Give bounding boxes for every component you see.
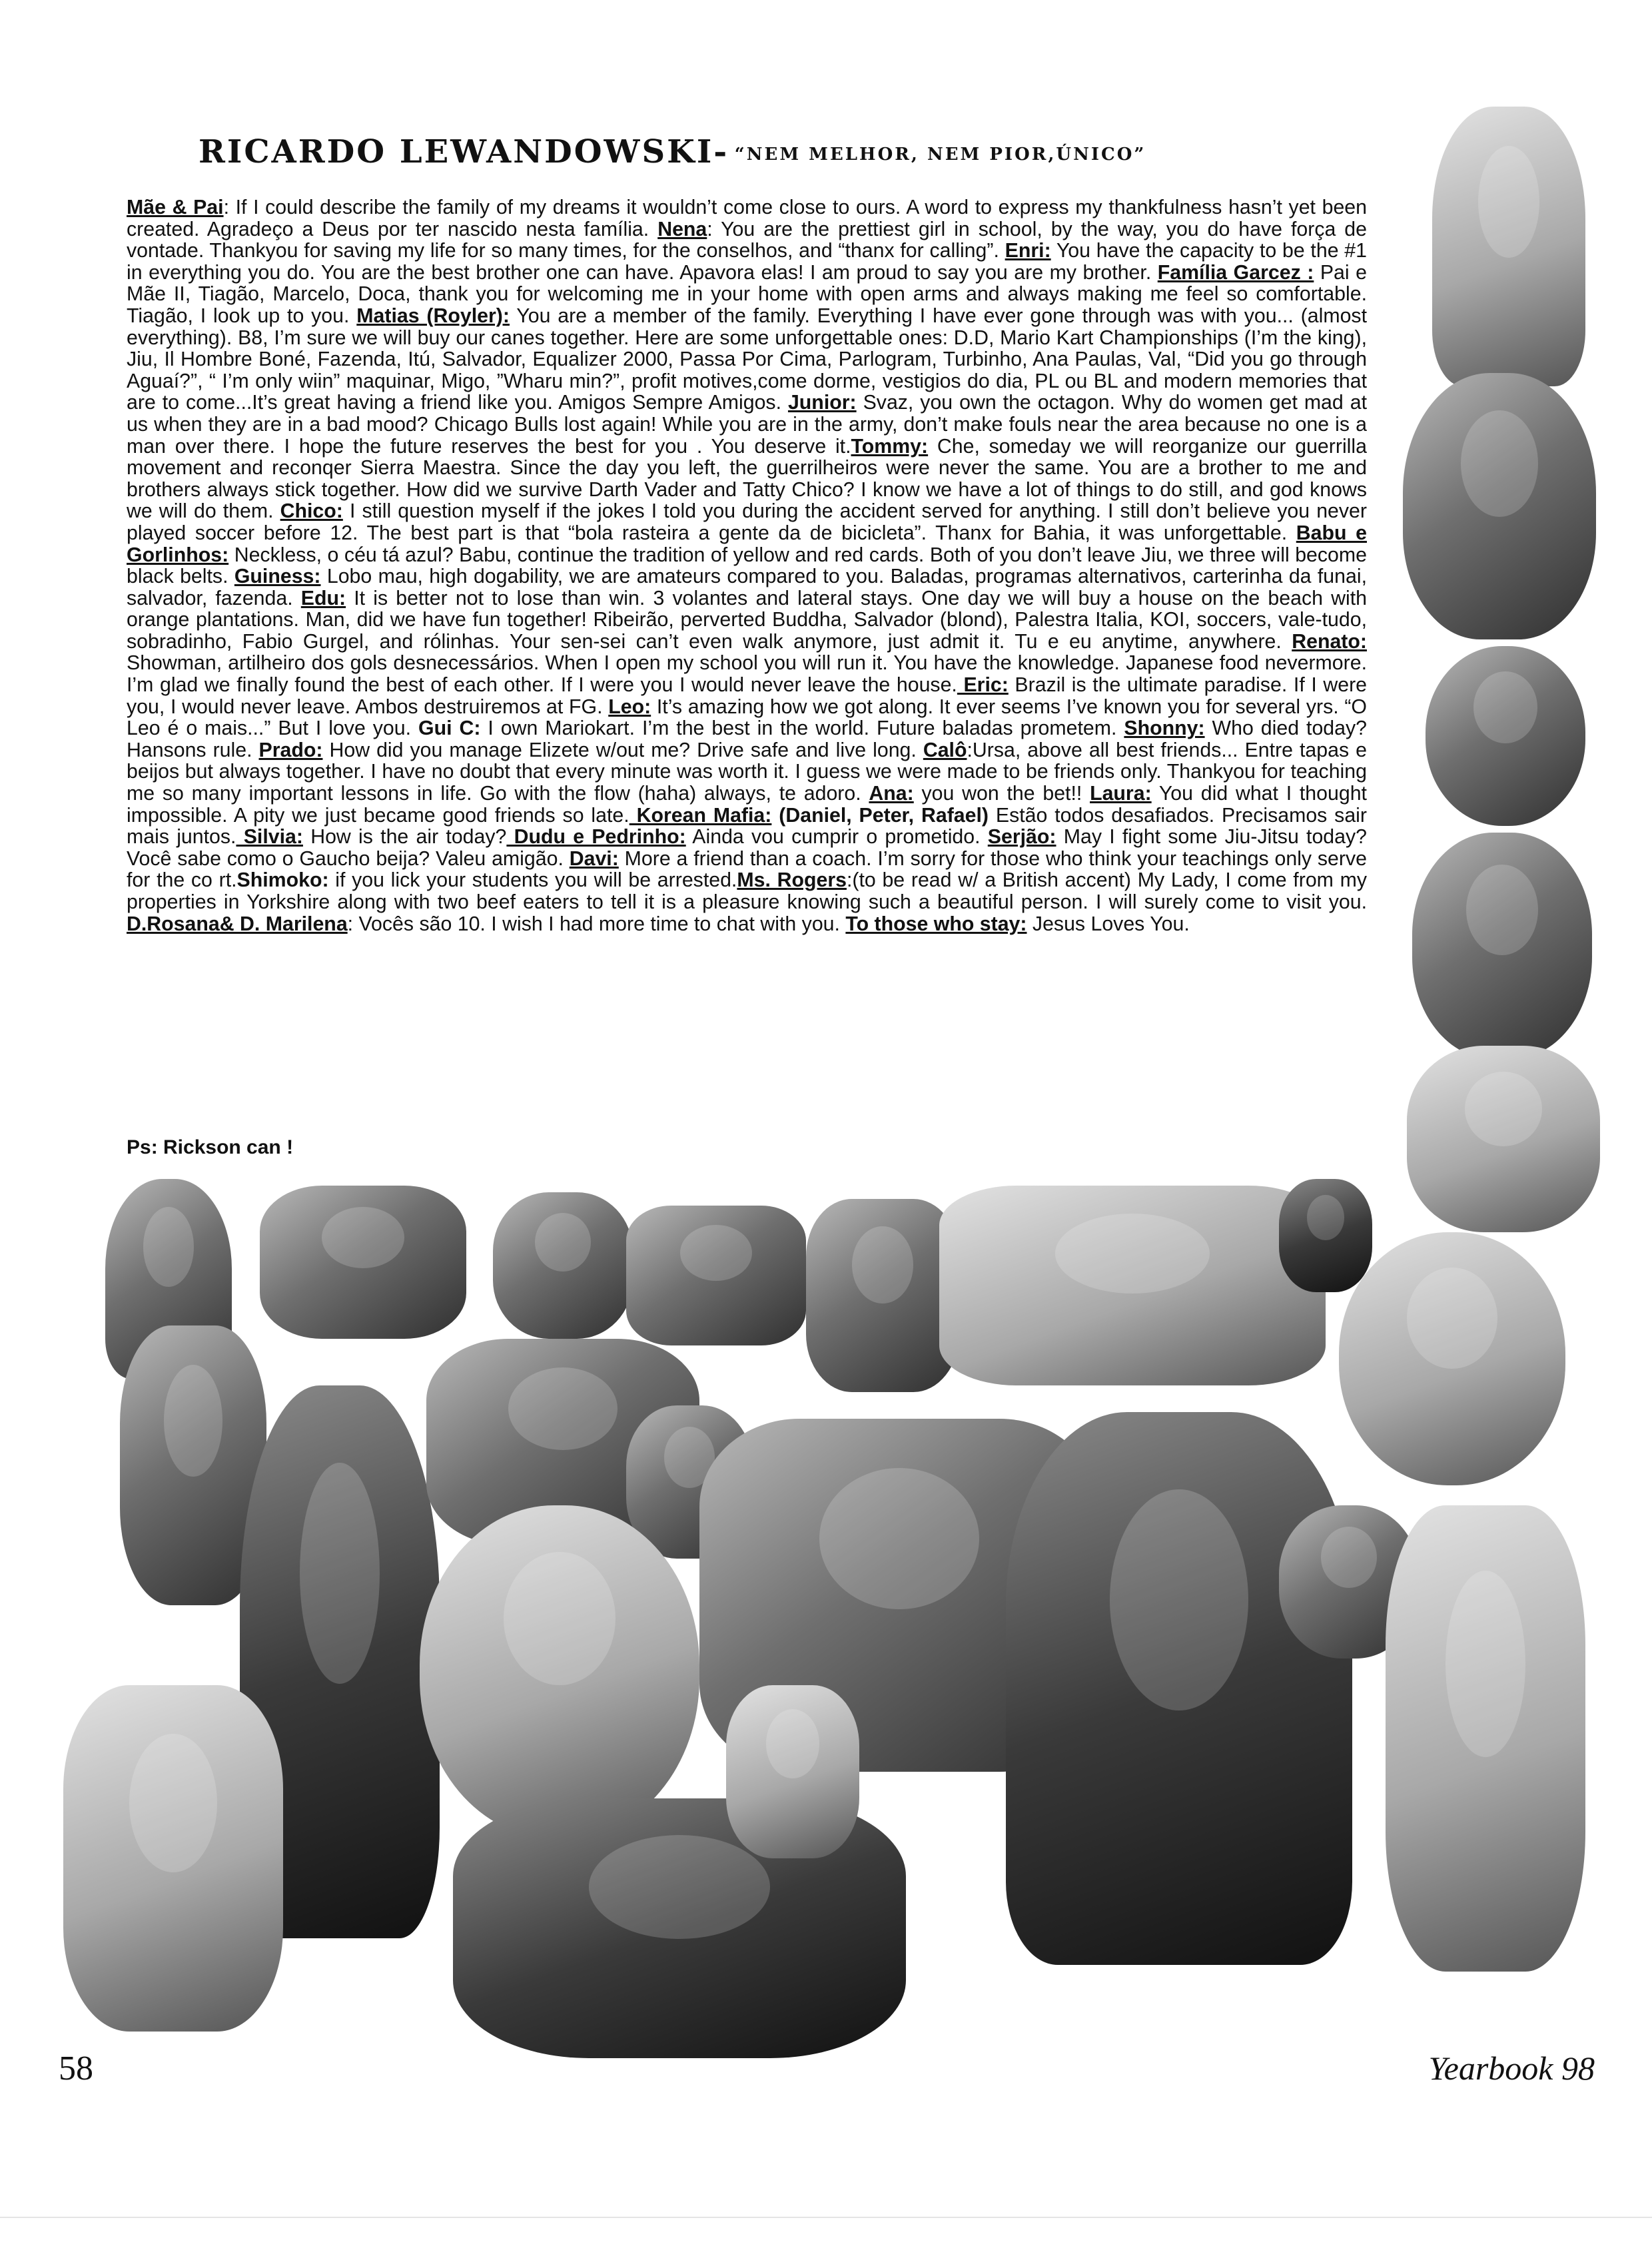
- dedication-segment: Che, someday we will reorganize our guerrilla movement and reconqer Sierra Maestra. Since the day you left, the guerrilheiros were never the same. You are a brother to me and brothers always stick together. How did we survive Darth Vader and Tatty Chico? I know we have a lot of things to do still, and god knows we will do them.: [127, 435, 1367, 523]
- recipient-name: Silvia:: [236, 826, 303, 849]
- dedication-segment: You did what I thought impossible. A pity we just became good friends so late.: [127, 783, 1367, 827]
- dedication-segment: More a friend than a coach. I’m sorry for those who think your teachings only serve for the co rt.: [127, 847, 1367, 892]
- recipient-name: Nena: [657, 218, 707, 240]
- recipient-name: Família Garcez :: [1157, 261, 1314, 284]
- photo-child-with-goat: [1386, 1505, 1585, 1972]
- recipient-name: Mãe & Pai: [127, 196, 224, 218]
- dedication-segment: :(to be read w/ a British accent) My Lady, I come from my properties in Yorkshire along with two beef eaters to tell it is a pleasure knowing such a beautiful person. I will surely come to visit you.: [127, 869, 1368, 913]
- dedication-segment: : If I could describe the family of my dreams it wouldn’t come close to ours. A word to express my thankfulness hasn’t yet been created. Agradeço a Deus por ter nascido nesta família.: [127, 196, 1367, 240]
- dedication-segment: You are a member of the family. Everything I have ever gone through was with you... (almost everything). B8, I’m sure we will buy our canes together. Here are some unforgettable ones: D.D, Mario Kart Championships (I’m the king), Jiu, Il Hombre Boné, Fazenda, Itú, Salvador, Equalizer 2000, Passa Por Cima, Parlogram, Turbinho, Ana Paulas, Val, “Did you go through Aguaí?”, “ I’m only wiin” maquinar, Migo, ”Wharu min?”, profit motives,come dorme, vestigios do dia, PL ou BL and modern memories that are to come...It’s great having a friend like you. Amigos Sempre Amigos.: [127, 304, 1368, 414]
- recipient-name: Shonny:: [1124, 717, 1205, 740]
- recipient-name: Korean Mafia:: [629, 804, 772, 827]
- postscript: Ps: Rickson can !: [127, 1136, 294, 1158]
- photo-portrait-man: [1407, 1046, 1600, 1232]
- recipient-name-bold: Gui C:: [418, 717, 481, 740]
- recipient-name: Edu:: [300, 587, 346, 609]
- dedication-segment: Lobo mau, high dogability, we are amateurs compared to you. Baladas, programas alternativos, carterinha da funai, salvador, fazenda.: [127, 565, 1368, 609]
- dedication-segment: It is better not to lose than win. 3 volantes and lateral stays. One day we will buy a house on the beach with orange plantations. Man, did we have fun together! Ribeirão, perverted Buddha, Salvador (blond), Palestra Italia, KOI, soccers, vale-tudo, sobradinho, Fabio Gurgel, and rólinhas. Your sen-sei can’t even walk anymore, just admit it. Tu e eu anytime, anywhere.: [127, 587, 1367, 653]
- page-title: [199, 133, 1198, 171]
- recipient-name: Leo:: [608, 695, 651, 718]
- dedication-segment: How is the air today?: [302, 826, 507, 849]
- dedication-segment: I still question myself if the jokes I told you during the accident served for anything. I still don’t believe you never played soccer before 12. The best part is that “bola rasteira a gente da de bicicleta”. Thanx for Bahia, it was unforgettable.: [127, 500, 1367, 544]
- recipient-name: Ms. Rogers: [737, 869, 847, 892]
- recipient-name: Renato:: [1292, 630, 1367, 653]
- photo-group-smiling: [939, 1186, 1326, 1385]
- dedication-segment: Pai e Mãe II, Tiagão, Marcelo, Doca, thank you for welcoming me in your home with open arms and always making me feel so comfortable. Tiagão, I look up to you.: [127, 261, 1367, 327]
- recipient-name: Dudu e Pedrinho:: [506, 826, 686, 849]
- photo-portrait-teen: [1403, 373, 1596, 639]
- dedication-segment: you won the bet!!: [913, 783, 1090, 805]
- photo-group-cap: [626, 1206, 806, 1345]
- student-quote: “NEM MELHOR, NEM PIOR,ÚNICO”: [734, 145, 1146, 165]
- photo-small-portrait: [1279, 1179, 1372, 1292]
- recipient-name: Eric:: [957, 674, 1009, 697]
- recipient-name: Junior:: [787, 392, 857, 414]
- recipient-name: Matias (Royler):: [356, 304, 510, 327]
- recipient-name-bold: (Daniel, Peter, Rafael): [771, 804, 989, 827]
- dedication-segment: Ainda vou cumprir o prometido.: [685, 826, 988, 849]
- dedication-segment: May I fight some Jiu-Jitsu today? Você sabe como o Gaucho beija? Valeu amigão.: [127, 826, 1367, 870]
- dedication-segment: Estão todos desafiados. Precisamos sair mais juntos.: [127, 804, 1368, 849]
- recipient-name: Prado:: [258, 739, 323, 761]
- dedication-segment: Svaz, you own the octagon. Why do women get mad at us when they are in a bad mood? Chicago Bulls lost again! While you are in the army, don’t make fouls near the area because no one is a man over there. I hope the future reserves the best for you . You deserve it.: [127, 392, 1367, 458]
- page-number: 58: [59, 2050, 93, 2087]
- recipient-name: Enri:: [1005, 240, 1051, 262]
- dedication-segment: How did you manage Elizete w/out me? Drive safe and live long.: [322, 739, 923, 761]
- photo-two-friends: [260, 1186, 466, 1339]
- dedication-segment: Jesus Loves You.: [1027, 913, 1190, 935]
- photo-toddler-soccer: [1432, 107, 1585, 386]
- photo-long-hair-girl: [420, 1505, 699, 1838]
- photo-portrait-girl: [1426, 646, 1585, 826]
- photo-shirtless-friend: [806, 1199, 959, 1392]
- dedication-text: [127, 197, 1367, 935]
- dedication-segment: : Vocês são 10. I wish I had more time to chat with you.: [347, 913, 846, 935]
- recipient-name: Ana:: [869, 783, 914, 805]
- dedication-segment: You have the capacity to be the #1 in everything you do. You are the best brother one can have. Apavora elas! I am proud to say you are my brother.: [127, 240, 1367, 284]
- recipient-name: Babu e Gorlinhos:: [127, 522, 1367, 566]
- dedication-segment: : You are the prettiest girl in school, by the way, you do have força de vontade. Thankyou for saving my life for so many times, for the conselhos, and “thanx for calling”.: [127, 218, 1367, 262]
- dedication-segment: Who died today? Hansons rule.: [127, 717, 1367, 761]
- photo-friend-seated: [726, 1685, 859, 1858]
- recipient-name: Guiness:: [234, 565, 321, 588]
- dedication-segment: It’s amazing how we got along. It ever seems I’ve known you for several yrs. “O Leo é o mais...” But I love you.: [127, 695, 1367, 740]
- recipient-name: To those who stay:: [845, 913, 1027, 935]
- recipient-name-bold: Shimoko:: [236, 869, 329, 892]
- publication-title: Yearbook 98: [1428, 2050, 1595, 2087]
- photo-soccer-team: [1006, 1412, 1352, 1965]
- recipient-name: Chico:: [280, 500, 343, 523]
- recipient-name: Serjão:: [987, 826, 1056, 849]
- recipient-name: Laura:: [1090, 783, 1152, 805]
- dedication-segment: :Ursa, above all best friends... Entre tapas e beijos but always together. I have no doubt that every minute was worth it. I guess we were made to be friends only. Thankyou for teaching me so many important lessons in life. Go with the flow (haha) always, te adoro.: [127, 739, 1367, 805]
- recipient-name: Davi:: [569, 847, 619, 870]
- page-divider: [0, 2217, 1652, 2218]
- photo-horse-rider: [63, 1685, 283, 2032]
- recipient-name: Calô: [923, 739, 967, 761]
- dedication-segment: I own Mariokart. I’m the best in the world. Future baladas prometem.: [480, 717, 1124, 740]
- student-name: RICARDO LEWANDOWSKI-: [199, 133, 729, 171]
- recipient-name: Tommy:: [851, 435, 929, 458]
- photo-portrait-boy: [1412, 833, 1592, 1059]
- photo-friend-portrait: [493, 1192, 633, 1339]
- photo-blonde-woman: [1339, 1232, 1565, 1485]
- dedication-segment: Neckless, o céu tá azul? Babu, continue the tradition of yellow and red cards. Both of you don’t leave Jiu, we three will become black belts.: [127, 544, 1367, 588]
- recipient-name: D.Rosana& D. Marilena: [127, 913, 348, 935]
- dedication-segment: Brazil is the ultimate paradise. If I were you, I would never leave. Ambos destruiremos at FG.: [127, 674, 1368, 718]
- dedication-segment: if you lick your students you will be arrested.: [328, 869, 737, 892]
- dedication-segment: Showman, artilheiro dos gols desnecessários. When I open my school you will run it. You have the knowledge. Japanese food nevermore. I’m glad we finally found the best of each other. If I were you I would never leave the house.: [127, 652, 1367, 697]
